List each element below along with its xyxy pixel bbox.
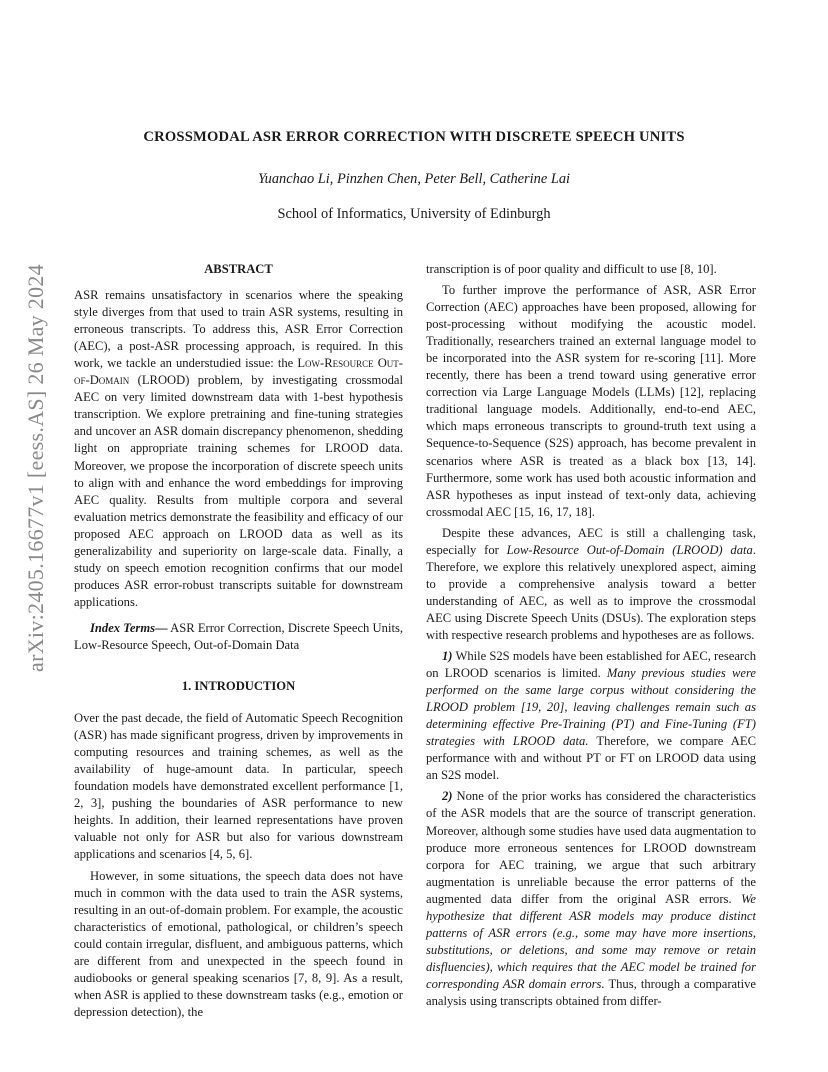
paper-title: CROSSMODAL ASR ERROR CORRECTION WITH DISCRETE SPEECH UNITS (143, 129, 685, 145)
left-column (74, 261, 403, 1021)
intro-paragraph-2-continued: transcription is of poor quality and difficult to use [8, 10]. (426, 262, 717, 276)
arxiv-identifier-text: arXiv:2405.16677v1 [eess.AS] 26 May 2024 (23, 263, 48, 672)
intro-paragraph-5: 1) While S2S models have been established for AEC, research on LROOD scenarios is limited. Many previous studies were performed on the same large corpus without considering the LROOD problem [19, 20], leaving challenges remain such as determining effective Pre-Training (PT) and Fine-Tuning (FT) strategies with LROOD data. Therefore, we compare AEC performance with and without PT or FT on LROOD data using an S2S model. (426, 649, 756, 783)
right-column (426, 261, 756, 1010)
intro-paragraph-4: Despite these advances, AEC is still a challenging task, especially for Low-Resource Out-of-Domain (LROOD) data. Therefore, we explore this relatively unexplored aspect, aiming to provide a comprehensive analysis toward a better understanding of AEC, as well as to improve the crossmodal AEC using Discrete Speech Units (DSUs). The exploration steps with respective research problems and hypotheses are as follows. (426, 525, 756, 642)
lrood-term: Low-Resource Out-of-Domain (74, 356, 403, 388)
index-terms-label: Index Terms— (90, 620, 168, 635)
index-terms-text: ASR Error Correction, Discrete Speech Units, Low-Resource Speech, Out-of-Domain Data (74, 620, 403, 652)
paper-affiliation: School of Informatics, University of Edinburgh (277, 206, 551, 222)
intro-paragraph-2: However, in some situations, the speech data does not have much in common with the data used to train the ASR systems, resulting in an out-of-domain problem. For example, the acoustic characteristics of emotional, pathological, or children’s speech could contain irregular, disfluent, and ambiguous patterns, which are different from and unexpected in the speech found in audiobooks or general speaking scenarios [7, 8, 9]. As a result, when ASR is applied to these downstream tasks (e.g., emotion or depression detection), the (74, 868, 403, 1019)
intro-paragraph-3: To further improve the performance of ASR, ASR Error Correction (AEC) approaches have been proposed, allowing for post-processing without modifying the acoustic model. Traditionally, researchers trained an external language model to be incorporated into the ASR system for re-scoring [11]. More recently, there has been a trend toward using generative error correction via Large Language Models (LLMs) [12], replacing traditional language models. Additionally, end-to-end AEC, which maps erroneous transcripts to ground-truth text using a Sequence-to-Sequence (S2S) approach, has become prevalent in scenarios where ASR is treated as a black box [13, 14]. Furthermore, some work has used both acoustic information and ASR hypotheses as input instead of text-only data, achieving crossmodal AEC [15, 16, 17, 18]. (426, 283, 756, 519)
abstract-heading: ABSTRACT (204, 262, 273, 276)
paper-authors: Yuanchao Li, Pinzhen Chen, Peter Bell, Catherine Lai (257, 171, 571, 187)
introduction-heading: 1. INTRODUCTION (181, 679, 296, 694)
arxiv-identifier (18, 263, 54, 672)
index-terms (74, 620, 403, 654)
intro-paragraph-6: 2) None of the prior works has considered the characteristics of the ASR models that are the source of transcript generation. Moreover, although some studies have used data augmentation to produce more erroneous sentences for LROOD downstream corpora for AEC training, we argue that such arbitrary augmentation is unreliable because the error patterns of the augmented data differ from the original ASR errors. We hypothesize that different ASR models may produce distinct patterns of ASR errors (e.g., some may have more insertions, substitutions, or deletions, and some may remove or retain disfluencies), which requires that the AEC model be trained for corresponding ASR domain errors. Thus, through a comparative analysis using transcripts obtained from differ- (426, 789, 756, 1008)
intro-paragraph-1: Over the past decade, the field of Automatic Speech Recognition (ASR) has made significant progress, driven by improvements in computing resources and training schemes, as well as the availability of huge-amount data. In particular, speech foundation models have demonstrated excellent performance [1, 2, 3], pushing the boundaries of ASR performance to new heights. In addition, their learned representations have proven valuable not only for ASR but also for various downstream applications and scenarios [4, 5, 6]. (74, 711, 403, 862)
abstract-paragraph: ASR remains unsatisfactory in scenarios where the speaking style diverges from that used to train ASR systems, resulting in erroneous transcripts. To address this, ASR Error Correction (AEC), a post-ASR processing approach, is required. In this work, we tackle an understudied issue: the Low-Resource Out-of-Domain (LROOD) problem, by investigating crossmodal AEC on very limited downstream data with 1-best hypothesis transcription. We explore pretraining and fine-tuning strategies and uncover an ASR domain discrepancy phenomenon, shedding light on appropriate training schemes for LROOD data. Moreover, we propose the incorporation of discrete speech units to align with and enhance the word embeddings for improving AEC quality. Results from multiple corpora and several evaluation metrics demonstrate the feasibility and efficacy of our proposed AEC approach on LROOD data as well as its generalizability and superiority on large-scale data. Finally, a study on speech emotion recognition confirms that our model produces ASR error-robust transcripts suitable for downstream applications. (74, 288, 403, 609)
